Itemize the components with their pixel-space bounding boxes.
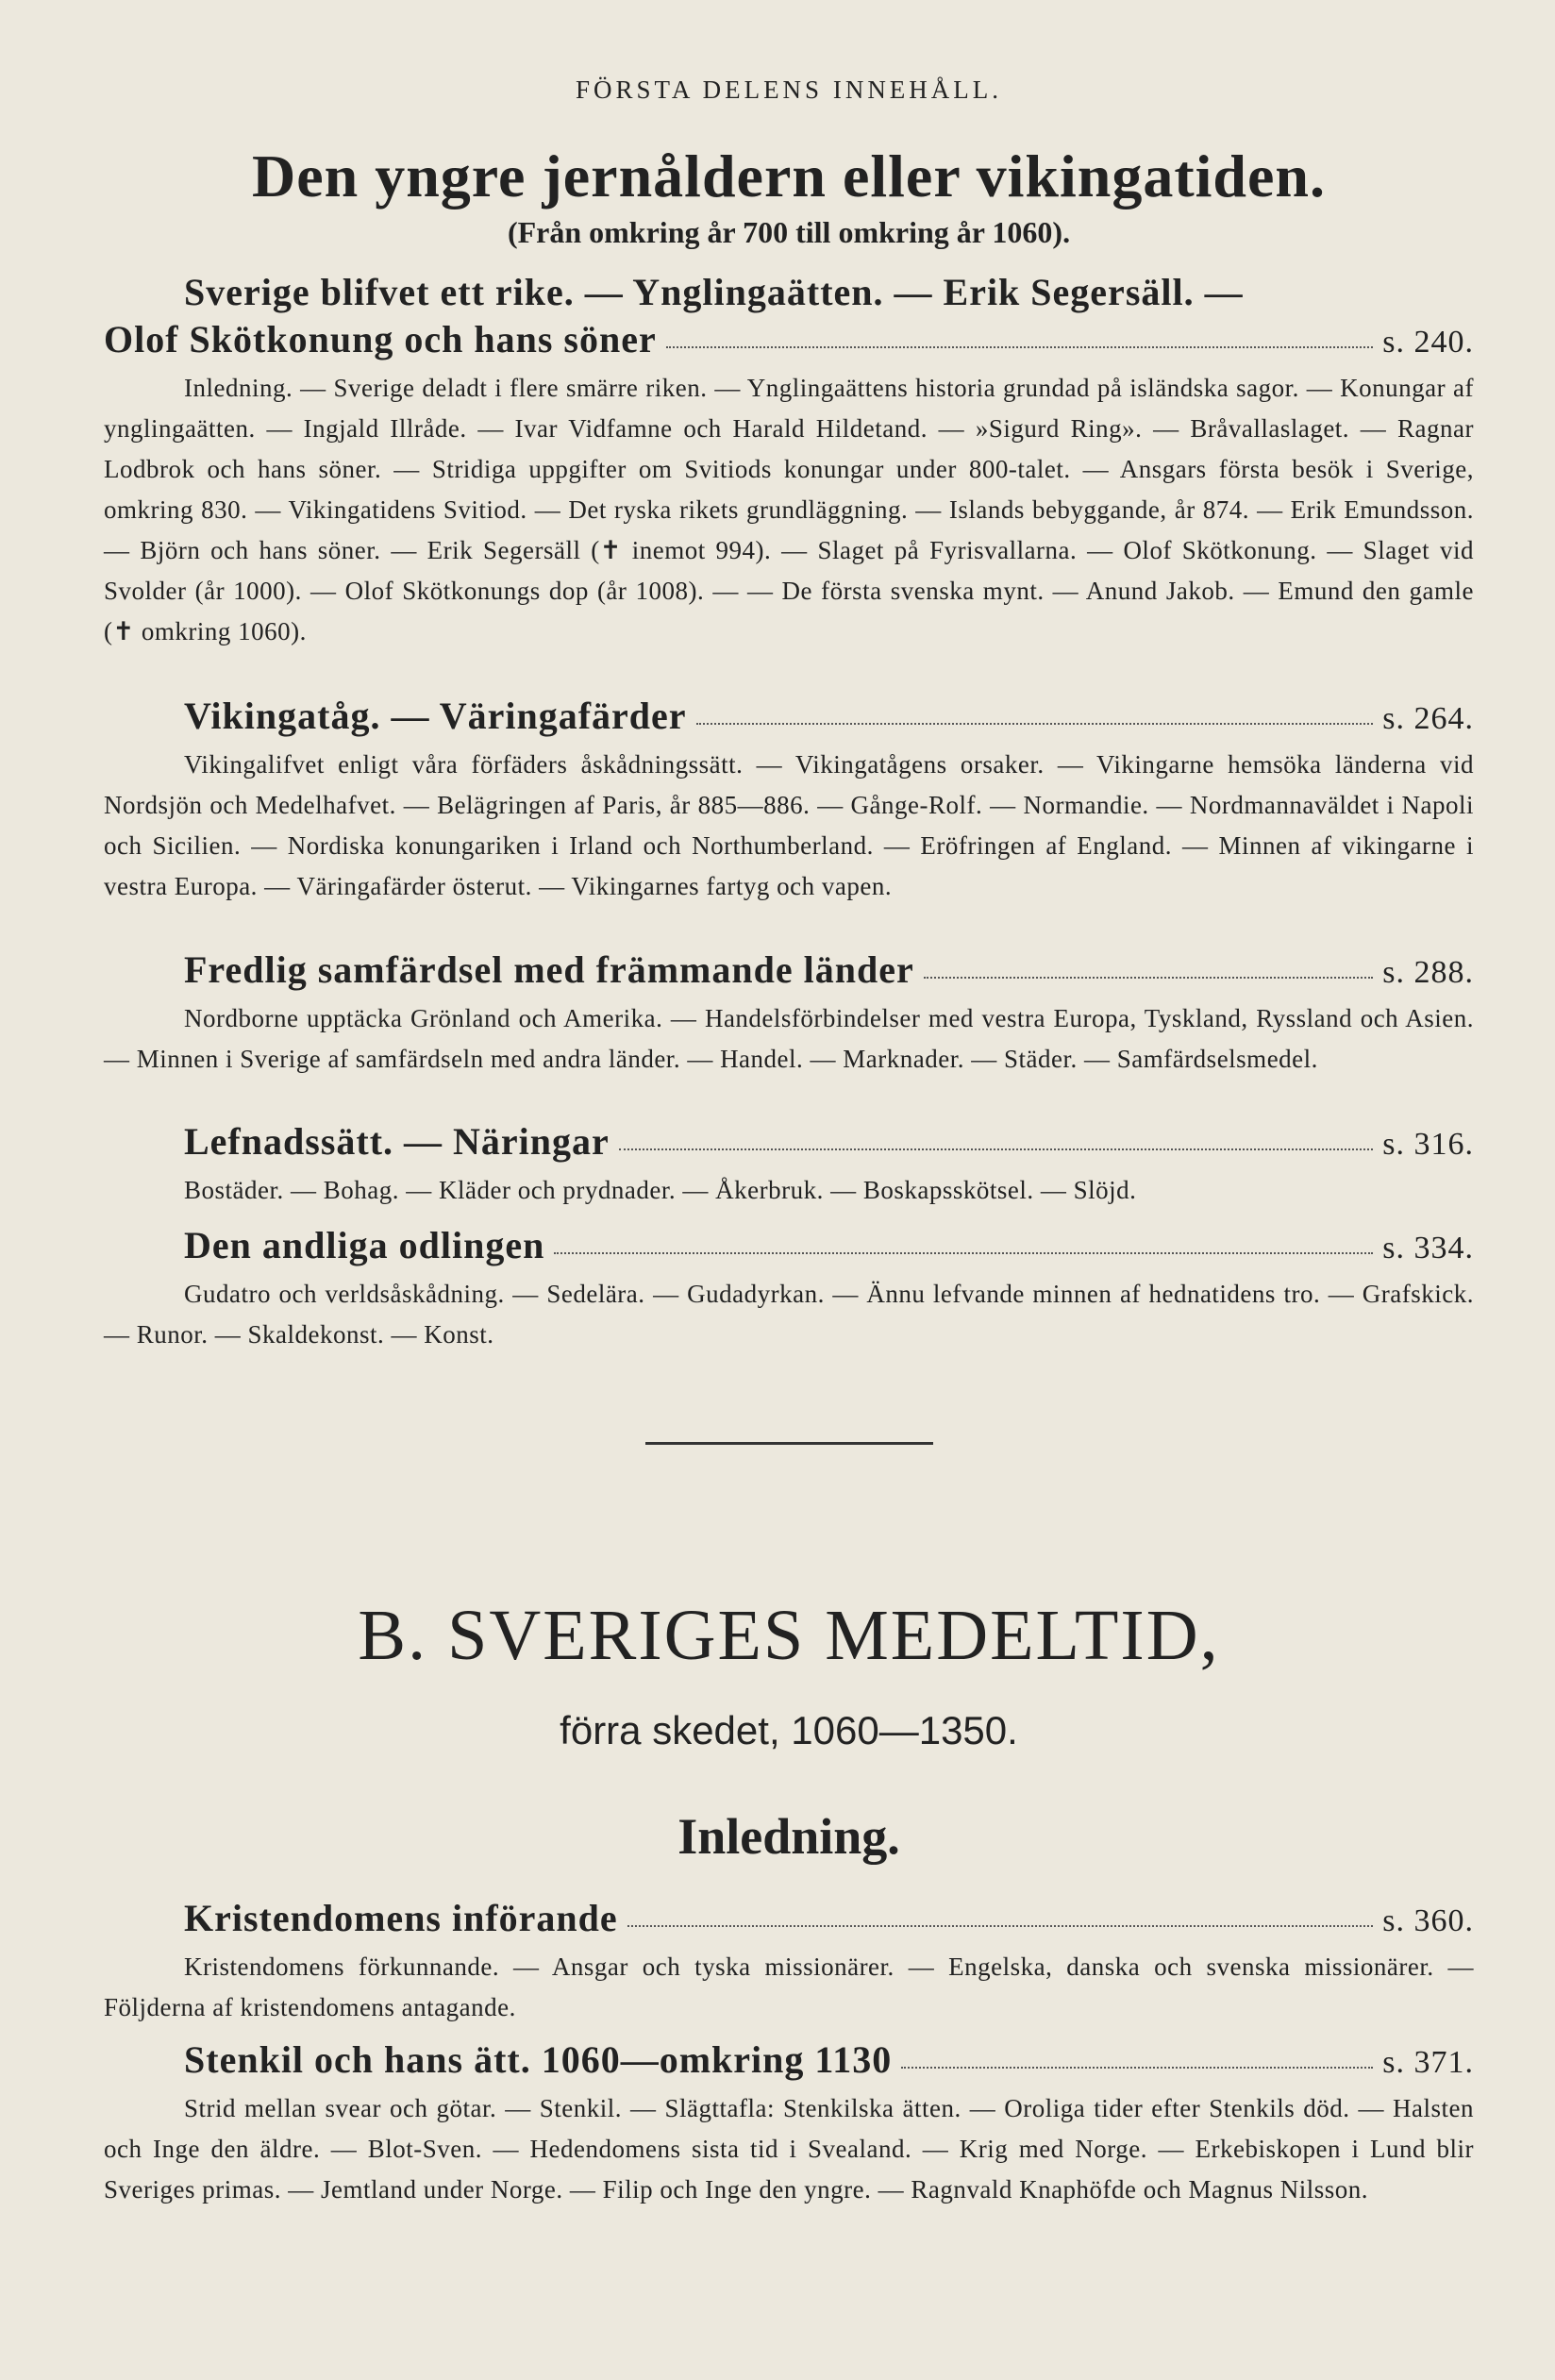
page-reference: s. 240. <box>1382 325 1474 360</box>
page-reference: s. 371. <box>1382 2045 1474 2080</box>
leader-dots <box>627 1924 1374 1927</box>
part-title: Den yngre jernåldern eller vikingatiden. <box>251 142 1327 210</box>
toc-section-andliga-odlingen <box>104 1222 1474 1355</box>
section-summary: Bostäder. — Bohag. — Kläder och prydnader. — Åkerbruk. — Boskapsskötsel. — Slöjd. <box>184 1176 1137 1204</box>
toc-section-fredlig-samfardsel <box>104 947 1474 1080</box>
part-b-title: B. SVERIGES MEDELTID, <box>358 1596 1220 1675</box>
section-title-line2: Olof Skötkonung och hans söner <box>104 318 657 360</box>
section-summary: Vikingalifvet enligt våra förfäders åskådningssätt. — Vikingatågens orsaker. — Vikingarne hemsöka länderna vid Nordsjön och Medelhafvet. — Belägringen af Paris, år 885—886. — Gånge-Rolf. — Normandie. — Nordmannaväldet i Napoli och Sicilien. — Nordiska konungariken i Irland och Northumberland. — Eröfringen af England. — Minnen af vikingarne i vestra Europa. — Väringafärder österut. — Vikingarnes fartyg och vapen. <box>104 750 1474 900</box>
page-reference: s. 264. <box>1382 701 1474 736</box>
section-heading <box>104 947 1474 997</box>
toc-section-sverige-rike <box>104 269 1474 652</box>
section-title: Den andliga odlingen <box>184 1224 545 1266</box>
section-heading <box>104 1118 1474 1168</box>
page-reference: s. 316. <box>1382 1127 1474 1162</box>
section-title: Fredlig samfärdsel med främmande länder <box>184 948 914 991</box>
leader-dots <box>666 345 1374 348</box>
section-heading <box>104 693 1474 743</box>
toc-section-vikingatag <box>104 693 1474 907</box>
leader-dots <box>924 976 1374 979</box>
section-heading <box>104 269 1474 366</box>
leader-dots <box>619 1148 1373 1150</box>
section-heading <box>104 1222 1474 1272</box>
section-title-line1: Sverige blifvet ett rike. — Ynglingaätten. — Erik Segersäll. — <box>184 271 1244 313</box>
section-summary: Nordborne upptäcka Grönland och Amerika. — Handelsförbindelser med vestra Europa, Tyskland, Ryssland och Asien. — Minnen i Sverige af samfärdseln med andra länder. — Handel. — Marknader. — Städer. — Samfärdselsmedel. <box>104 1004 1474 1073</box>
page-reference: s. 360. <box>1382 1903 1474 1938</box>
section-heading <box>104 1895 1474 1945</box>
section-title: Lefnadssätt. — Näringar <box>184 1120 610 1163</box>
toc-section-kristendomens-inforande <box>104 1895 1474 2028</box>
toc-section-stenkil <box>104 2036 1474 2210</box>
divider-rule <box>645 1442 933 1445</box>
leader-dots <box>901 2066 1373 2069</box>
section-title: Stenkil och hans ätt. 1060—omkring 1130 <box>184 2038 893 2081</box>
section-summary: Kristendomens förkunnande. — Ansgar och tyska missionärer. — Engelska, danska och svenska missionärer. — Följderna af kristendomens antagande. <box>104 1953 1474 2021</box>
leader-dots <box>696 722 1374 725</box>
section-title: Vikingatåg. — Väringafärder <box>184 695 687 737</box>
section-title: Kristendomens införande <box>184 1897 618 1939</box>
section-summary: Inledning. — Sverige deladt i flere smärre riken. — Ynglingaättens historia grundad på isländska sagor. — Konungar af ynglingaätten. — Ingjald Illråde. — Ivar Vidfamne och Harald Hildetand. — »Sigurd Ring». — Bråvallaslaget. — Ragnar Lodbrok och hans söner. — Stridiga uppgifter om Svitiods konungar under 800-talet. — Ansgars första besök i Sverige, omkring 830. — Vikingatidens Svitiod. — Det ryska rikets grundläggning. — Islands bebyggande, år 874. — Erik Emundsson. — Björn och hans söner. — Erik Segersäll (✝ inemot 994). — Slaget på Fyrisvallarna. — Olof Skötkonung. — Slaget vid Svolder (år 1000). — Olof Skötkonungs dop (år 1008). — — De första svenska mynt. — Anund Jakob. — Emund den gamle (✝ omkring 1060). <box>104 374 1474 645</box>
page-reference: s. 288. <box>1382 955 1474 990</box>
toc-section-lefnadssatt <box>104 1118 1474 1211</box>
page-reference: s. 334. <box>1382 1231 1474 1265</box>
section-summary: Gudatro och verldsåskådning. — Sedelära. — Gudadyrkan. — Ännu lefvande minnen af hednatidens tro. — Grafskick. — Runor. — Skaldekonst. — Konst. <box>104 1280 1474 1349</box>
running-head: FÖRSTA DELENS INNEHÅLL. <box>575 75 1003 104</box>
part-subtitle: (Från omkring år 700 till omkring år 1060). <box>507 215 1071 249</box>
section-summary: Strid mellan svear och götar. — Stenkil. — Slägttafla: Stenkilska ätten. — Oroliga tider efter Stenkils död. — Halsten och Inge den äldre. — Blot-Sven. — Hedendomens sista tid i Svealand. — Krig med Norge. — Erkebiskopen i Lund blir Sveriges primas. — Jemtland under Norge. — Filip och Inge den yngre. — Ragnvald Knaphöfde och Magnus Nilsson. <box>104 2094 1474 2204</box>
intro-heading: Inledning. <box>677 1808 900 1865</box>
section-heading <box>104 2036 1474 2087</box>
leader-dots <box>554 1251 1373 1254</box>
part-b-subtitle: förra skedet, 1060—1350. <box>560 1708 1018 1752</box>
